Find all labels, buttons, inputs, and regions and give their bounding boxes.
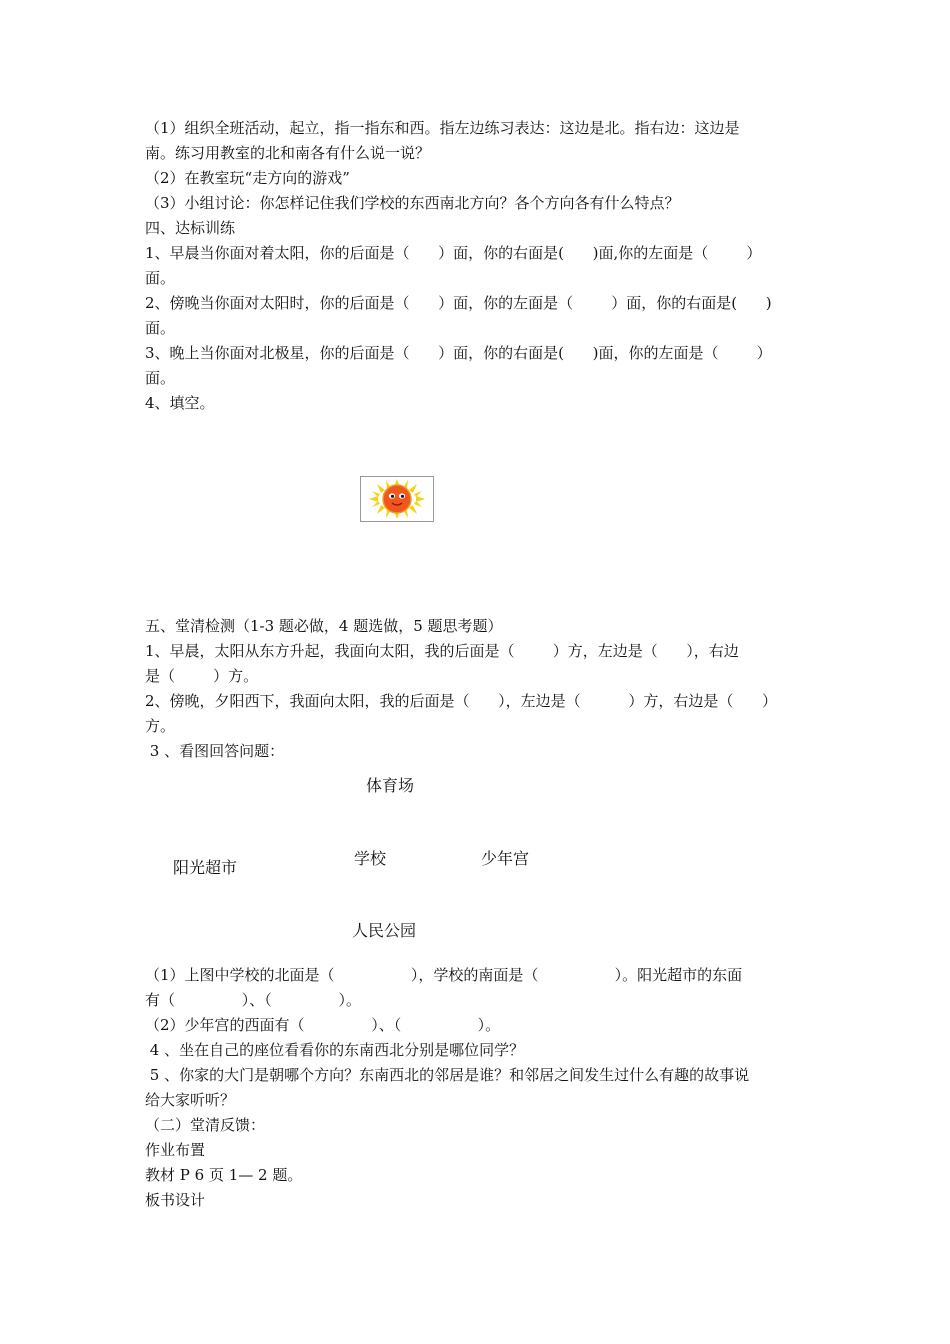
check-q2-line-1: 2、傍晚，夕阳西下，我面向太阳，我的后面是（ ），左边是（ ）方，右边是（ ） (145, 692, 777, 710)
check-q4: 4 、坐在自己的座位看看你的东南西北分别是哪位同学？ (145, 1041, 525, 1059)
activity-1-line-2: 南。练习用教室的北和南各有什么说一说？ (145, 144, 431, 162)
drill-q4: 4、填空。 (145, 394, 215, 412)
activity-3: （3）小组讨论：你怎样记住我们学校的东西南北方向？各个方向各有什么特点？ (145, 194, 680, 212)
check-q3-prompt: 3 、看图回答问题： (145, 742, 285, 760)
check-q1-line-1: 1、早晨，太阳从东方升起，我面向太阳，我的后面是（ ）方，左边是（ ），右边 (145, 642, 739, 660)
check-q1-line-2: 是（ ）方。 (145, 667, 259, 685)
map-label-south: 人民公园 (352, 921, 417, 940)
activity-1-text-a: （1）组织全班活动，起立，指一指东和西。指左边练习表达：这边是北。指右边：这边是 (145, 119, 740, 137)
drill-q3-line-1: 3、晚上当你面对北极星，你的后面是（ ）面，你的右面是( )面，你的左面是（ ） (145, 344, 772, 362)
check-q3-2: （2）少年宫的西面有（ ）、（ ）。 (145, 1016, 501, 1034)
feedback-heading: （二）堂清反馈： (145, 1116, 266, 1134)
drill-q3-line-2: 面。 (145, 369, 176, 387)
check-q5-line-2: 给大家听听？ (145, 1091, 236, 1109)
drill-q1-line-1: 1、早晨当你面对着太阳，你的后面是（ ）面，你的右面是( )面,你的左面是（ ） (145, 244, 762, 262)
drill-q1-line-2: 面。 (145, 269, 176, 287)
homework-text: 教材 P 6 页 1— 2 题。 (145, 1166, 303, 1184)
smiling-sun-image (360, 476, 434, 522)
check-q5-line-1: 5 、你家的大门是朝哪个方向？东南西北的邻居是谁？和邻居之间发生过什么有趣的故事说 (145, 1066, 750, 1084)
homework-heading: 作业布置 (145, 1141, 206, 1159)
drill-q2-line-2: 面。 (145, 319, 176, 337)
activity-1-line-1 (145, 116, 810, 140)
board-design-heading: 板书设计 (145, 1191, 206, 1209)
check-q3-1-line-2: 有（ ）、（ ）。 (145, 991, 362, 1009)
drill-q2-line-1: 2、傍晚当你面对太阳时，你的后面是（ ）面，你的左面是（ ）面，你的右面是( ) (145, 294, 772, 312)
map-label-north: 体育场 (366, 776, 415, 795)
map-label-west: 阳光超市 (173, 858, 238, 877)
activity-2: （2）在教室玩“走方向的游戏” (145, 169, 350, 187)
map-label-center: 学校 (354, 849, 387, 868)
section-5-heading: 五、堂清检测（1-3 题必做，4 题选做，5 题思考题） (145, 617, 503, 635)
sun-icon (361, 477, 433, 521)
check-q3-1-line-1: （1）上图中学校的北面是（ ），学校的南面是（ ）。阳光超市的东面 (145, 966, 743, 984)
map-label-east: 少年宫 (481, 849, 530, 868)
section-4-heading: 四、达标训练 (145, 219, 236, 237)
check-q2-line-2: 方。 (145, 717, 176, 735)
